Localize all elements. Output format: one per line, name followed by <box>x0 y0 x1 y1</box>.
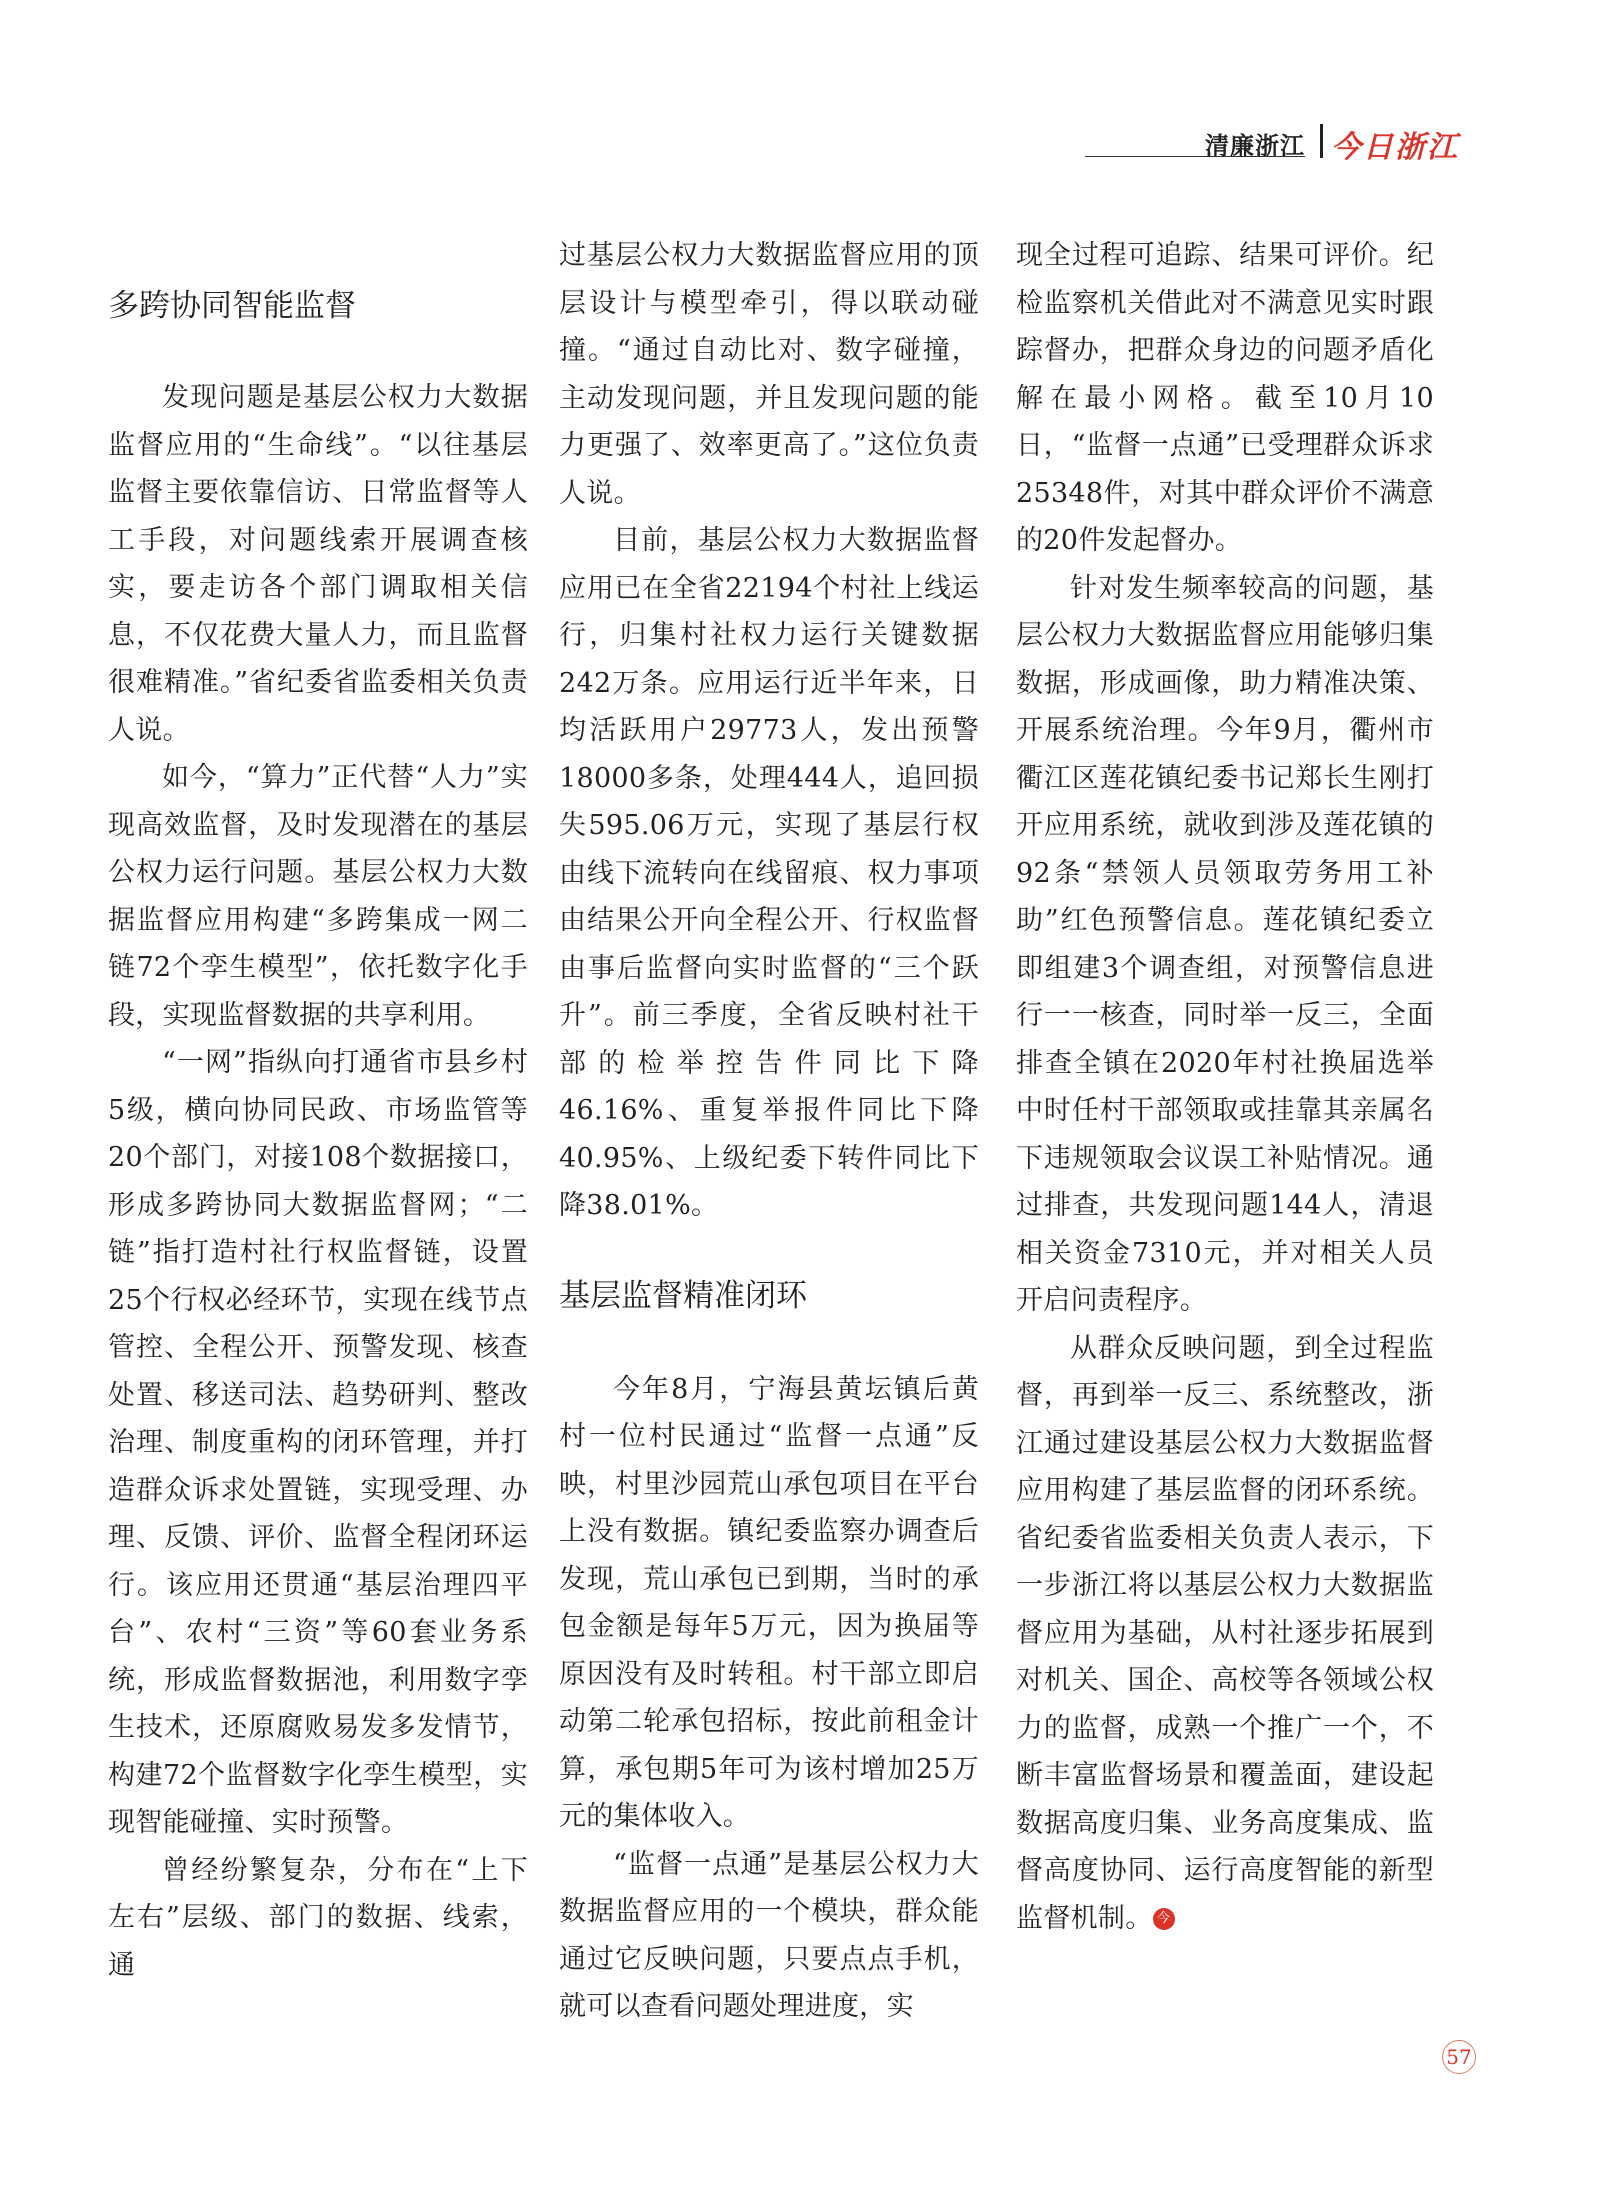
paragraph-final <box>1016 1325 1434 1943</box>
paragraph: 针对发生频率较高的问题，基层公权力大数据监督应用能够归集数据，形成画像，助力精准决策、开展系统治理。今年9月，衢州市衢江区莲花镇纪委书记郑长生刚打开应用系统，就收到涉及莲花镇的92条“禁领人员领取劳务用工补助”红色预警信息。莲花镇纪委立即组建3个调查组，对预警信息进行一一核查，同时举一反三，全面排查全镇在2020年村社换届选举中时任村干部领取或挂靠其亲属名下违规领取会议误工补贴情况。通过排查，共发现问题144人，清退相关资金7310元，并对相关人员开启问责程序。 <box>1016 572 1434 1316</box>
section-heading-1: 多跨协同智能监督 <box>108 288 356 324</box>
section-title: 清廉浙江 <box>1205 132 1305 160</box>
column-3 <box>1016 232 1434 1942</box>
paragraph: 今年8月，宁海县黄坛镇后黄村一位村民通过“监督一点通”反映，村里沙园荒山承包项目在平台上没有数据。镇纪委监察办调查后发现，荒山承包已到期，当时的承包金额是每年5万元，因为换届等原因没有及时转租。村干部立即启动第二轮承包招标，按此前租金计算，承包期5年可为该村增加25万元的集体收入。 <box>559 1373 979 1832</box>
paragraph: 如今，“算力”正代替“人力”实现高效监督，及时发现潜在的基层公权力运行问题。基层公权力大数据监督应用构建“多跨集成一网二链72个孪生模型”，依托数字化手段，实现监督数据的共享利用。 <box>108 762 528 1031</box>
paragraph-continued: 过基层公权力大数据监督应用的顶层设计与模型牵引，得以联动碰撞。“通过自动比对、数字碰撞，主动发现问题，并且发现问题的能力更强了、效率更高了。”这位负责人说。 <box>559 240 979 509</box>
header-divider <box>1320 124 1323 158</box>
paragraph-continued: 现全过程可追踪、结果可评价。纪检监察机关借此对不满意见实时跟踪督办，把群众身边的问题矛盾化解在最小网格。截至10月10日，“监督一点通”已受理群众诉求25348件，对其中群众评价不满意的20件发起督办。 <box>1016 240 1434 556</box>
paragraph: “监督一点通”是基层公权力大数据监督应用的一个模块，群众能通过它反映问题，只要点点手机，就可以查看问题处理进度，实 <box>559 1848 979 2022</box>
column-1 <box>108 232 528 1989</box>
paragraph: “一网”指纵向打通省市县乡村5级，横向协同民政、市场监管等20个部门，对接108个数据接口，形成多跨协同大数据监督网；“二链”指打造村社行权监督链，设置25个行权必经环节，实现在线节点管控、全程公开、预警发现、核查处置、移送司法、趋势研判、整改治理、制度重构的闭环管理，并打造群众诉求处置链，实现受理、办理、反馈、评价、监督全程闭环运行。该应用还贯通“基层治理四平台”、农村“三资”等60套业务系统，形成监督数据池，利用数字孪生技术，还原腐败易发多发情节，构建72个监督数字化孪生模型，实现智能碰撞、实时预警。 <box>108 1047 528 1838</box>
paragraph: 发现问题是基层公权力大数据监督应用的“生命线”。“以往基层监督主要依靠信访、日常监督等人工手段，对问题线索开展调查核实，要走访各个部门调取相关信息，不仅花费大量人力，而且监督很难精准。”省纪委省监委相关负责人说。 <box>108 382 528 746</box>
end-mark-icon: 今 <box>1153 1908 1175 1930</box>
paragraph: 目前，基层公权力大数据监督应用已在全省22194个村社上线运行，归集村社权力运行关键数据242万条。应用运行近半年来，日均活跃用户29773人，发出预警18000多条，处理444人，追回损失595.06万元，实现了基层行权由线下流转向在线留痕、权力事项由结果公开向全程公开、行权监督由事后监督向实时监督的“三个跃升”。前三季度，全省反映村社干部的检举控告件同比下降46.16%、重复举报件同比下降40.95%、上级纪委下转件同比下降38.01%。 <box>559 525 979 1221</box>
page-header <box>1085 122 1485 165</box>
paragraph: 曾经纷繁复杂，分布在“上下左右”层级、部门的数据、线索，通 <box>108 1854 528 1981</box>
page-number: 57 <box>1442 2040 1476 2074</box>
magazine-logo: 今日浙江 <box>1331 130 1459 165</box>
paragraph-text: 从群众反映问题，到全过程监督，再到举一反三、系统整改，浙江通过建设基层公权力大数据监督应用构建了基层监督的闭环系统。省纪委省监委相关负责人表示，下一步浙江将以基层公权力大数据监督应用为基础，从村社逐步拓展到对机关、国企、高校等各领域公权力的监督，成熟一个推广一个，不断丰富监督场景和覆盖面，建设起数据高度归集、业务高度集成、监督高度协同、运行高度智能的新型监督机制。 <box>1016 1332 1434 1934</box>
section-heading-2: 基层监督精准闭环 <box>559 1277 807 1314</box>
column-2 <box>559 232 979 2031</box>
